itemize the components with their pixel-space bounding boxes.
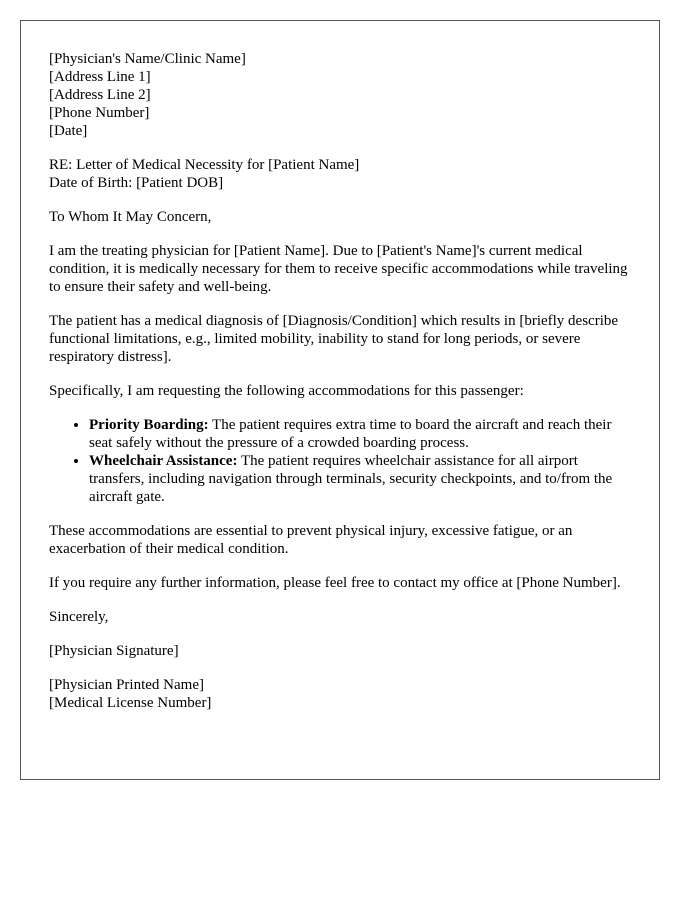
sender-address-line-1: [Address Line 1]: [49, 69, 151, 85]
accommodation-text: The patient requires extra time to board the aircraft and reach their seat safely without the pressure of a crowded boarding process.: [89, 417, 612, 451]
diagnosis-paragraph: The patient has a medical diagnosis of [Diagnosis/Condition] which results in [briefly describe functional limitations, e.g., limited mobility, inability to stand for long periods, or severe respiratory distress].: [49, 313, 619, 365]
intro-paragraph: I am the treating physician for [Patient Name]. Due to [Patient's Name]'s current medical condition, it is medically necessary for them to receive specific accommodations while traveling to ensure their safety and well-being.: [49, 243, 628, 295]
salutation: To Whom It May Concern,: [49, 209, 212, 225]
medical-license-number: [Medical License Number]: [49, 695, 212, 711]
patient-dob-line: Date of Birth: [Patient DOB]: [49, 175, 224, 191]
accommodation-title: Priority Boarding:: [89, 417, 209, 433]
signature-placeholder: [Physician Signature]: [49, 643, 179, 659]
list-item: [89, 416, 630, 452]
sender-address-block: [49, 50, 630, 140]
signatory-block: [49, 676, 630, 712]
request-paragraph: Specifically, I am requesting the following accommodations for this passenger:: [49, 383, 524, 399]
accommodations-list: [49, 416, 630, 506]
valediction: Sincerely,: [49, 609, 109, 625]
accommodation-title: Wheelchair Assistance:: [89, 453, 238, 469]
essential-paragraph: These accommodations are essential to prevent physical injury, excessive fatigue, or an exacerbation of their medical condition.: [49, 523, 573, 557]
letter-date: [Date]: [49, 123, 88, 139]
subject-block: [49, 156, 630, 192]
sender-address-line-2: [Address Line 2]: [49, 87, 151, 103]
list-item: [89, 452, 630, 506]
accommodation-text: The patient requires wheelchair assistance for all airport transfers, including navigation through terminals, security checkpoints, and to/from the aircraft gate.: [89, 453, 613, 505]
subject-line: RE: Letter of Medical Necessity for [Patient Name]: [49, 157, 360, 173]
sender-phone: [Phone Number]: [49, 105, 150, 121]
physician-printed-name: [Physician Printed Name]: [49, 677, 204, 693]
sender-name: [Physician's Name/Clinic Name]: [49, 51, 246, 67]
letter-page: [20, 20, 660, 780]
contact-paragraph: If you require any further information, please feel free to contact my office at [Phone Number].: [49, 575, 621, 591]
